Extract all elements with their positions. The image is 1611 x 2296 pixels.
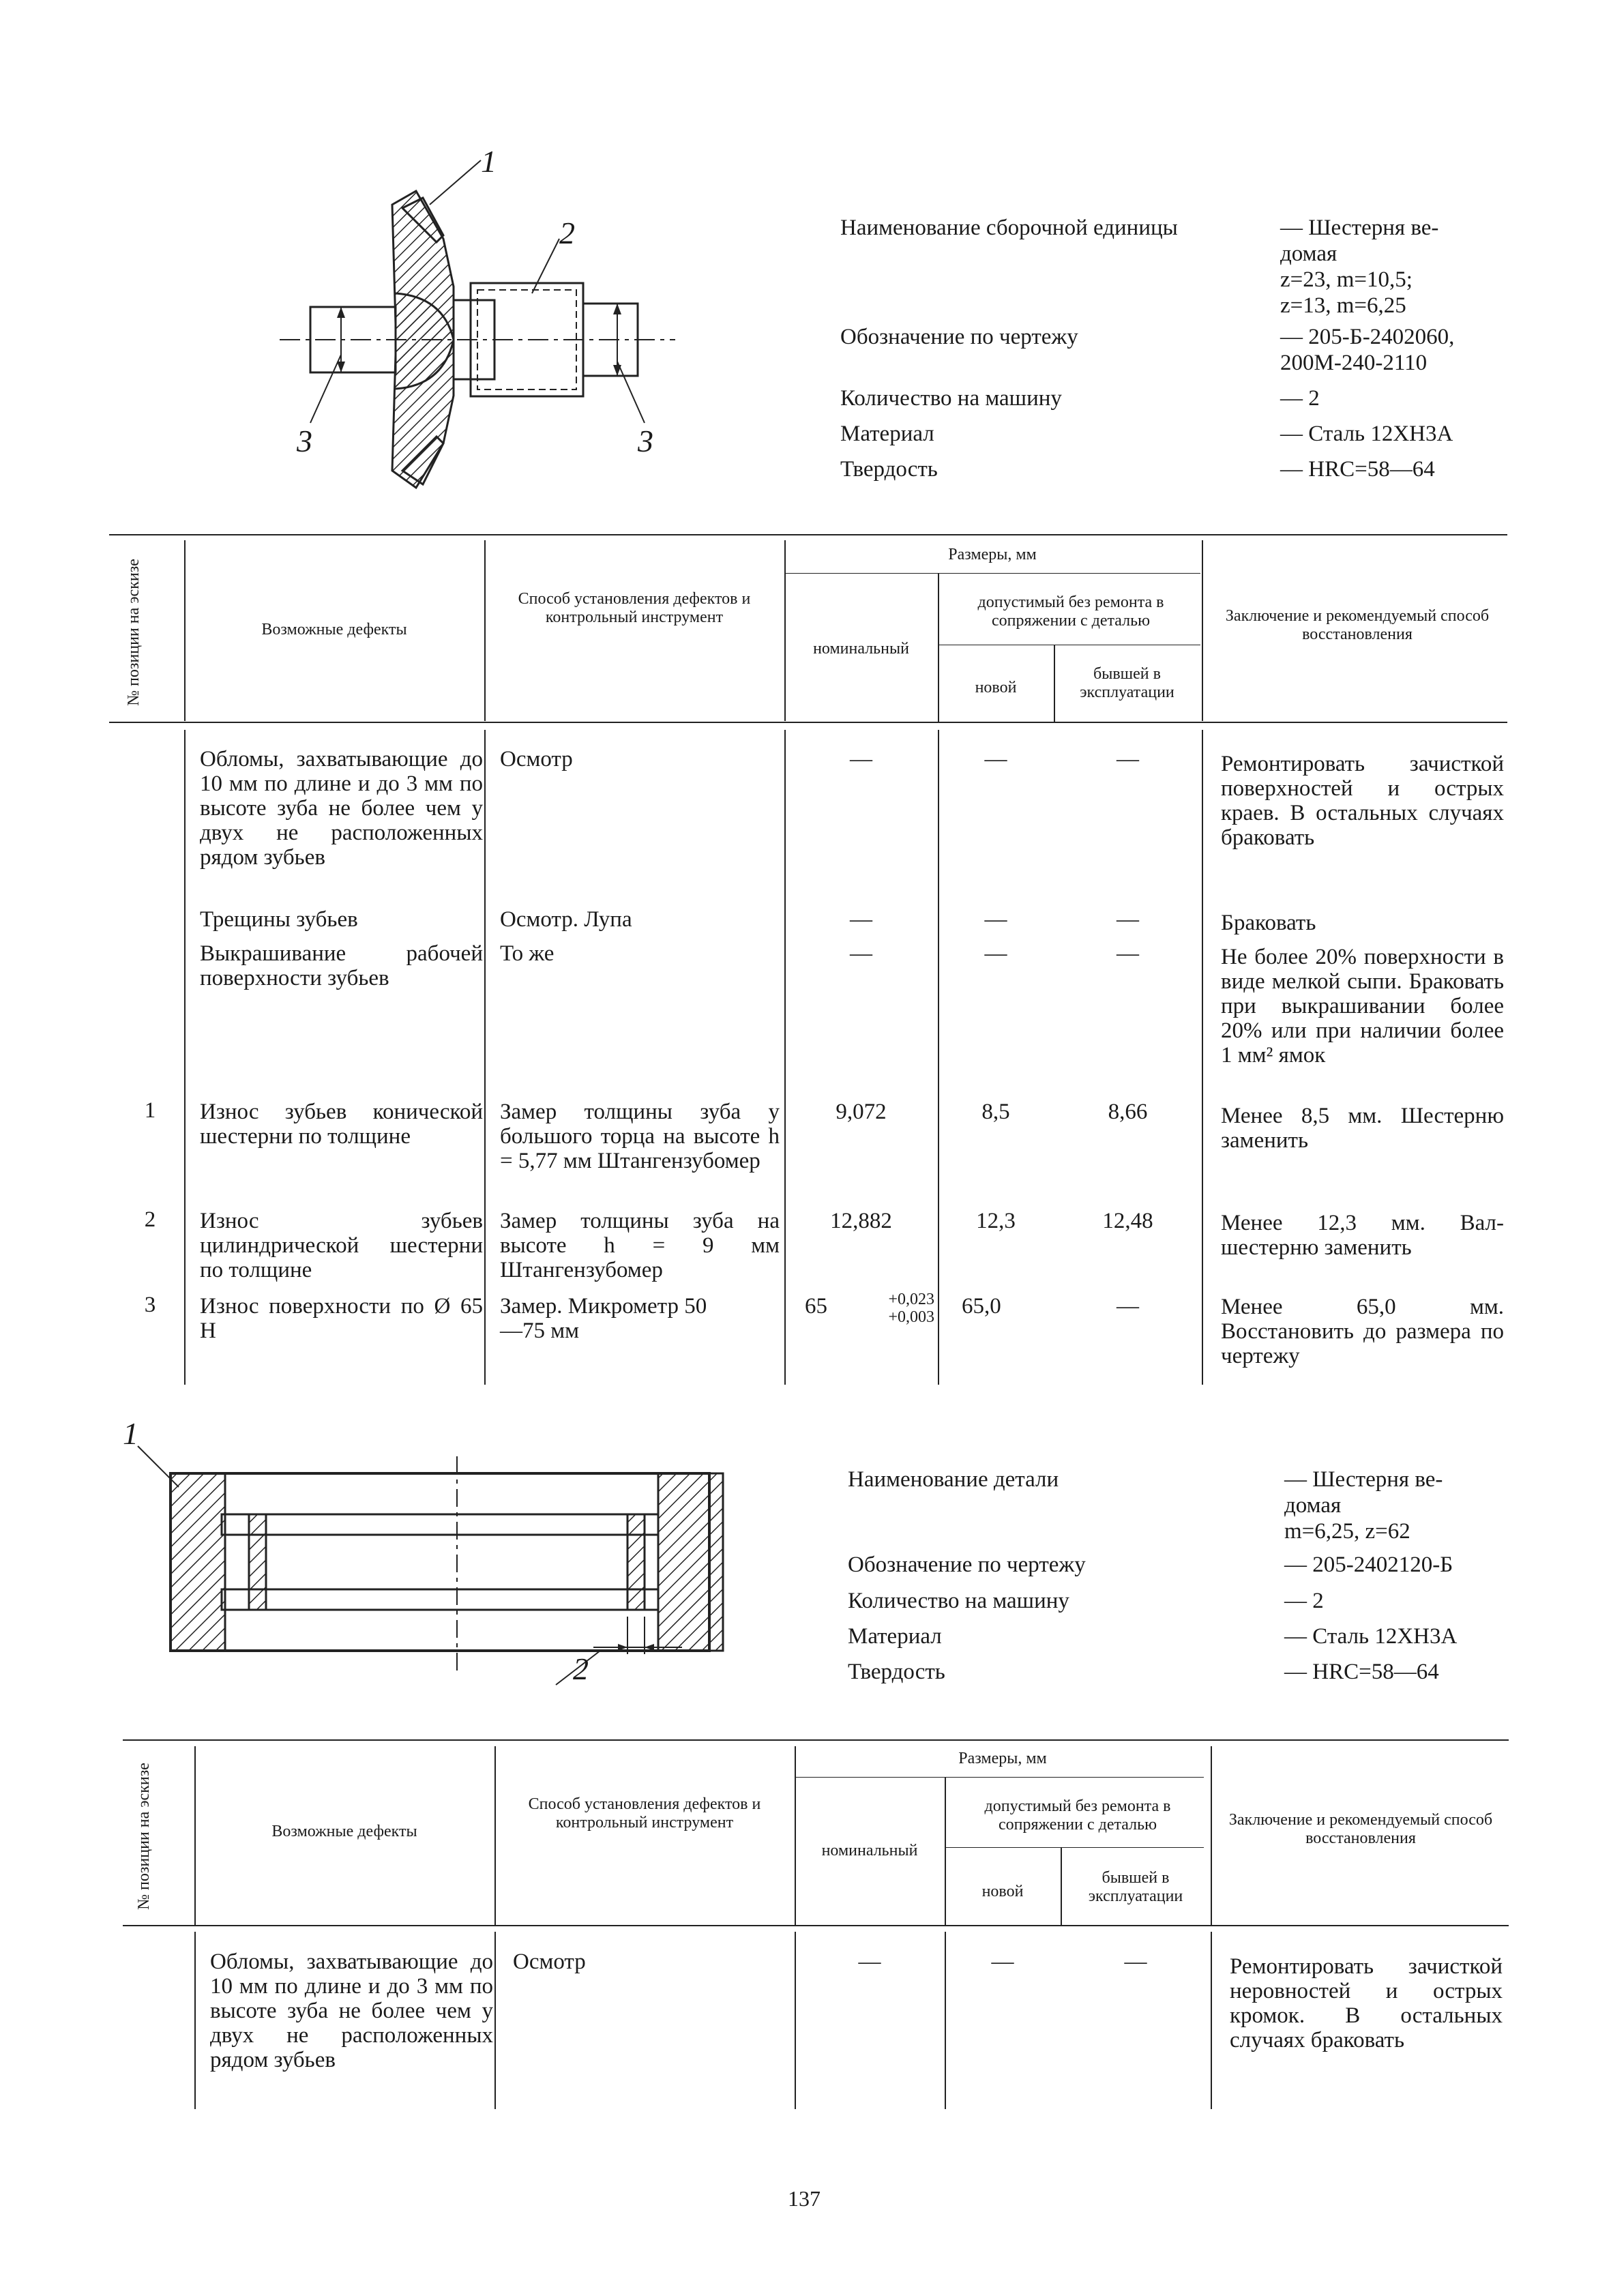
header-new: новой — [981, 1883, 1024, 1900]
header-new: новой — [975, 679, 1017, 696]
table-row-position: 1 — [144, 1098, 156, 1123]
sketch-label-1: 1 — [481, 144, 497, 179]
table-row-conclusion: Ремонтировать зачисткой неровностей и острых кромок. В остальных случаях браковать — [1230, 1954, 1503, 2052]
header-position: № позиции на эскизе — [125, 559, 143, 706]
table-row-conclusion: Не более 20% поверхности в виде мелкой сыпи. Браковать при выкрашивании более 20% или при наличии более 1 мм² ямок — [1221, 945, 1504, 1068]
info-label-hardness: Твердость — [848, 1660, 945, 1684]
sketch-label-2: 2 — [573, 1651, 589, 1686]
table-row-conclusion: Менее 12,3 мм. Вал-шестерню заменить — [1221, 1211, 1504, 1260]
table-row-method: Замер толщины зуба на высоте h = 9 мм Штангензубомер — [500, 1209, 780, 1282]
table-row-conclusion: Менее 8,5 мм. Шестерню заменить — [1221, 1104, 1504, 1153]
table-row-new: — — [984, 907, 1007, 932]
info-value-hardness: — HRC=58—64 — [1280, 457, 1435, 482]
table-row-nominal: 12,882 — [830, 1209, 892, 1233]
header-allowed: допустимый без ремонта в сопряжении с деталью — [977, 593, 1164, 630]
table-row-used: — — [1117, 907, 1139, 932]
table-row-used: — — [1124, 1949, 1147, 1974]
table-row-defect: Обломы, захватывающие до 10 мм по длине и до 3 мм по высоте зуба не более чем у двух не расположенных рядом зубьев — [210, 1949, 493, 2072]
header-nominal: номинальный — [813, 640, 909, 658]
table-row-used: 12,48 — [1102, 1209, 1153, 1233]
table-row-position: 2 — [144, 1207, 156, 1232]
header-sizes: Размеры, мм — [958, 1750, 1047, 1767]
info-label-hardness: Твердость — [840, 457, 938, 482]
driven-gear-drawing — [123, 1419, 737, 1705]
table-row-defect: Выкрашивание рабочей поверхности зубьев — [200, 941, 483, 990]
table-row-method: То же — [500, 941, 555, 966]
header-method: Способ установления дефектов и контрольный инструмент — [528, 1795, 761, 1831]
header-sizes: Размеры, мм — [948, 546, 1037, 563]
header-method: Способ установления дефектов и контрольный инструмент — [518, 590, 751, 626]
table-row-nominal: — — [850, 941, 872, 966]
table-row-used: — — [1117, 1294, 1139, 1319]
sketch-label-3-right: 3 — [638, 424, 653, 458]
gear-ring-sketch — [123, 1416, 737, 1705]
info-value-hardness: — HRC=58—64 — [1284, 1660, 1439, 1684]
info-label-material: Материал — [848, 1624, 942, 1649]
nominal-tolerance-lower: +0,003 — [888, 1308, 934, 1326]
info-label-name: Наименование детали — [848, 1467, 1059, 1492]
info-value-quantity: — 2 — [1284, 1589, 1324, 1613]
table-row-method: Осмотр — [513, 1949, 586, 1974]
header-nominal: номинальный — [821, 1842, 918, 1859]
info-value-drawing: — 205-Б-2402060, 200М-240-2110 — [1280, 325, 1455, 375]
table-row-new: — — [991, 1949, 1014, 1974]
header-defects: Возможные дефекты — [271, 1823, 417, 1840]
table-row-used: 8,66 — [1108, 1100, 1148, 1124]
table-row-method: Осмотр — [500, 747, 573, 771]
table-row-new: 8,5 — [981, 1100, 1010, 1124]
header-used: бывшей в эксплуатации — [1080, 665, 1174, 701]
table-row-used: — — [1117, 941, 1139, 966]
info-label-quantity: Количество на машину — [840, 386, 1062, 411]
table-row-new: 65,0 — [962, 1294, 1001, 1319]
table-row-new: — — [984, 747, 1007, 771]
table-row-method: Осмотр. Лупа — [500, 907, 632, 932]
header-position: № позиции на эскизе — [135, 1763, 153, 1910]
table-row-defect: Обломы, захватывающие до 10 мм по длине и до 3 мм по высоте зуба не более чем у двух не расположенных рядом зубьев — [200, 747, 483, 870]
info-label-quantity: Количество на машину — [848, 1589, 1069, 1613]
info-value-material: — Сталь 12ХН3А — [1280, 422, 1453, 446]
table-row-nominal: 65 — [805, 1294, 827, 1319]
page-number: 137 — [788, 2186, 821, 2211]
info-value-drawing: — 205-2402120-Б — [1284, 1552, 1453, 1577]
table-row-nominal: 9,072 — [836, 1100, 887, 1124]
info-label-drawing: Обозначение по чертежу — [840, 325, 1078, 349]
table-row-conclusion: Браковать — [1221, 911, 1316, 935]
info-value-name: — Шестерня ве- домая z=23, m=10,5; z=13, m=6,25 — [1280, 216, 1439, 318]
info-label-drawing: Обозначение по чертежу — [848, 1552, 1086, 1577]
table-row-nominal: — — [850, 747, 872, 771]
table-row-method: Замер толщины зуба у большого торца на высоте h = 5,77 мм Штангензубомер — [500, 1100, 780, 1173]
header-allowed: допустимый без ремонта в сопряжении с деталью — [984, 1797, 1171, 1834]
header-conclusion: Заключение и рекомендуемый способ восстановления — [1228, 1811, 1493, 1847]
table-row-defect: Трещины зубьев — [200, 907, 358, 932]
table-row-nominal: — — [858, 1949, 881, 1974]
sketch-label-3-left: 3 — [297, 424, 312, 458]
table-row-used: — — [1117, 747, 1139, 771]
sketch-label-1: 1 — [123, 1416, 138, 1451]
sketch-label-2: 2 — [559, 216, 575, 250]
info-label-name: Наименование сборочной единицы — [840, 216, 1178, 240]
nominal-tolerance-upper: +0,023 — [888, 1291, 934, 1308]
table-row-nominal: — — [850, 907, 872, 932]
info-value-name: — Шестерня ве- домая m=6,25, z=62 — [1284, 1467, 1443, 1544]
table-row-defect: Износ поверхности по Ø 65 Н — [200, 1294, 483, 1343]
table-row-new: — — [984, 941, 1007, 966]
table-row-conclusion: Ремонтировать зачисткой поверхностей и острых краев. В остальных случаях браковать — [1221, 752, 1504, 850]
table-row-method: Замер. Микрометр 50—75 мм — [500, 1294, 707, 1343]
part-info-block — [848, 1467, 1530, 1698]
info-value-quantity: — 2 — [1280, 386, 1320, 411]
info-label-material: Материал — [840, 422, 934, 446]
table-row-defect: Износ зубьев конической шестерни по толщине — [200, 1100, 483, 1149]
table-row-position: 3 — [144, 1293, 156, 1317]
header-conclusion: Заключение и рекомендуемый способ восстановления — [1225, 607, 1490, 643]
table-row-defect: Износ зубьев цилиндрической шестерни по толщине — [200, 1209, 483, 1282]
table-row-new: 12,3 — [976, 1209, 1016, 1233]
header-defects: Возможные дефекты — [261, 621, 407, 638]
table-row-conclusion: Менее 65,0 мм. Восстановить до размера по чертежу — [1221, 1295, 1504, 1368]
info-value-material: — Сталь 12ХН3А — [1284, 1624, 1458, 1649]
header-used: бывшей в эксплуатации — [1088, 1869, 1183, 1905]
